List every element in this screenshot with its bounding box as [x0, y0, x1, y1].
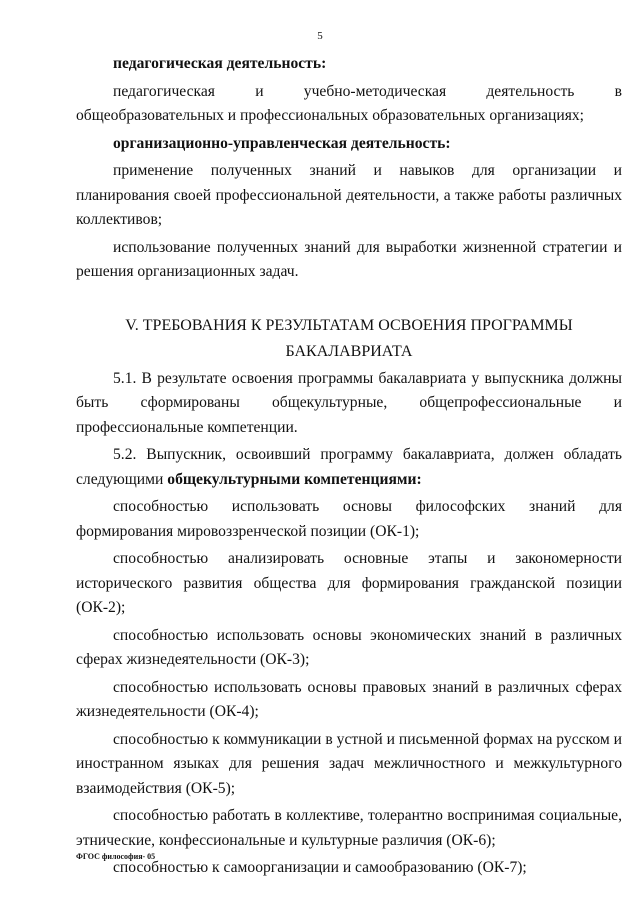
footer-label: ФГОС философия- 05: [76, 852, 156, 861]
paragraph-5-1: 5.1. В результате освоения программы бакалавриата у выпускника должны быть сформированы общекультурные, общепрофессиональные и профессиональные компетенции.: [76, 369, 622, 436]
paragraph: педагогическая и учебно-методическая деятельность в общеобразовательных и профессиональных образовательных организациях;: [76, 82, 622, 124]
document-body: [76, 52, 622, 884]
competency-item: способностью анализировать основные этапы и закономерности исторического развития общества для формирования гражданской позиции (ОК-2);: [76, 550, 622, 616]
section-heading: [76, 313, 622, 365]
competency-item: способностью к коммуникации в устной и письменной формах на русском и иностранном языках для решения задач межличностного и межкультурного взаимодействия (ОК-5);: [76, 730, 622, 797]
competency-item: способностью работать в коллективе, толерантно воспринимая социальные, этнические, конфессиональные и культурные различия (ОК-6);: [76, 807, 622, 849]
paragraph-5-2: [76, 443, 622, 492]
paragraph-5-2-text: 5.2. Выпускник, освоивший программу бакалавриата, должен обладать следующими: [76, 446, 622, 488]
page-number: 5: [317, 30, 323, 42]
competency-item: способностью использовать основы правовых знаний в различных сферах жизнедеятельности (ОК-4);: [76, 678, 622, 720]
section-heading-line1: V. ТРЕБОВАНИЯ К РЕЗУЛЬТАТАМ ОСВОЕНИЯ ПРОГРАММЫ: [125, 316, 573, 334]
activity-type-pedagogical: педагогическая деятельность:: [113, 55, 327, 72]
paragraph: использование полученных знаний для выработки жизненной стратегии и решения организационных задач.: [76, 238, 622, 280]
competency-item: способностью использовать основы философских знаний для формирования мировоззренческой позиции (ОК-1);: [76, 498, 622, 540]
competency-item: способностью использовать основы экономических знаний в различных сферах жизнедеятельности (ОК-3);: [76, 626, 622, 668]
competencies-label: общекультурными компетенциями:: [167, 470, 422, 488]
paragraph: применение полученных знаний и навыков для организации и планирования своей профессиональной деятельности, а также работы различных коллективов;: [76, 162, 622, 228]
section-heading-line2: БАКАЛАВРИАТА: [285, 342, 413, 360]
activity-type-organizational: организационно-управленческая деятельность:: [113, 134, 451, 152]
competency-item: способностью к самоорганизации и самообразованию (ОК-7);: [113, 859, 527, 876]
